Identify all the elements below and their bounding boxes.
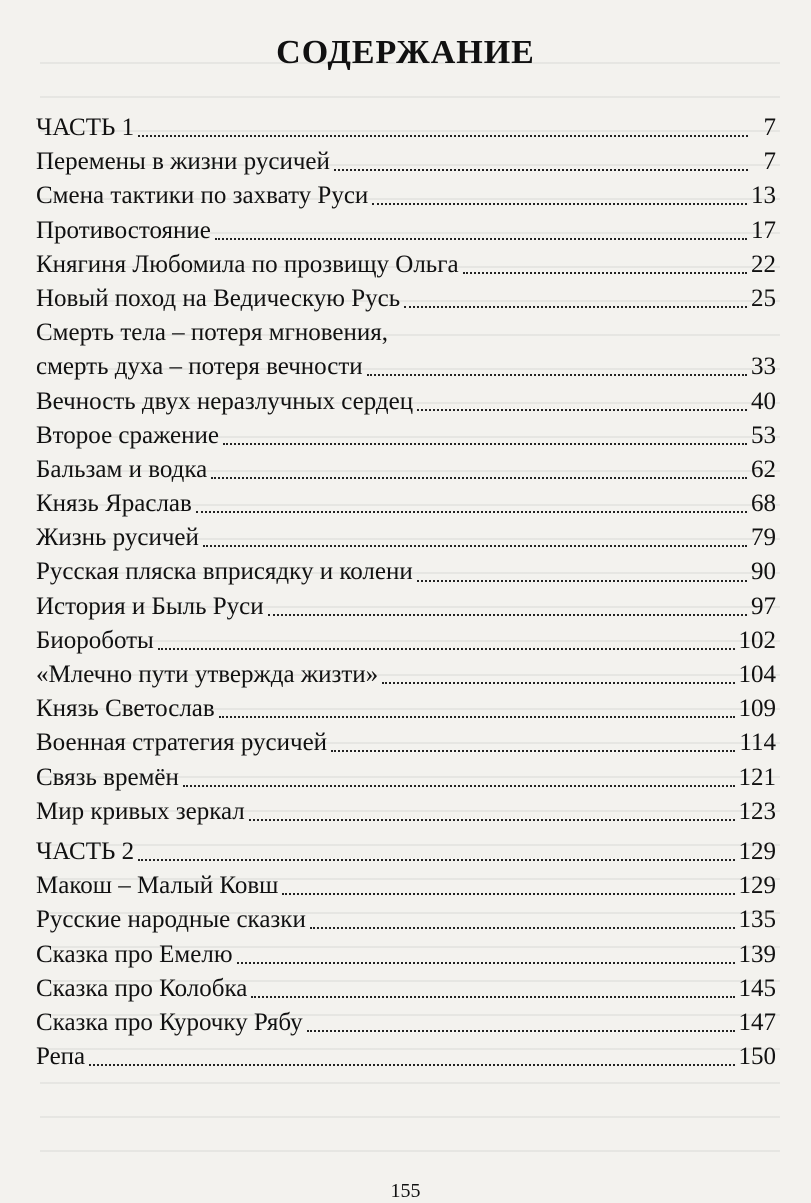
dot-leader xyxy=(203,545,747,547)
toc-entry xyxy=(36,761,776,795)
dot-leader xyxy=(282,893,734,895)
toc-entry xyxy=(36,145,776,179)
dot-leader xyxy=(331,750,735,752)
toc-entry-page: 139 xyxy=(738,940,776,968)
toc-entry xyxy=(36,1006,776,1040)
toc-entry-title: Противостояние xyxy=(36,216,211,244)
toc-entry xyxy=(36,869,776,903)
toc-entry-page: 129 xyxy=(738,872,776,900)
toc-entry-page: 121 xyxy=(738,763,776,791)
dot-leader xyxy=(251,996,734,998)
dot-leader xyxy=(196,511,747,513)
toc-entry-title: История и Быль Руси xyxy=(36,592,264,620)
toc-entry-page: 7 xyxy=(763,114,776,141)
toc-entry-title: смерть духа – потеря вечности xyxy=(36,353,363,381)
toc-entry xyxy=(36,835,776,869)
dot-leader xyxy=(463,272,747,274)
toc-entry xyxy=(36,453,776,487)
toc-entry-page: 17 xyxy=(751,216,776,244)
dot-leader xyxy=(138,135,748,137)
toc-entry-page: 129 xyxy=(738,837,776,865)
toc-entry xyxy=(36,385,776,419)
toc-entry xyxy=(36,248,776,282)
toc-entry xyxy=(36,692,776,726)
toc-entry xyxy=(36,419,776,453)
dot-leader xyxy=(223,443,747,445)
toc-entry-title: Русская пляска вприсядку и колени xyxy=(36,558,413,586)
toc-entry-title: Сказка про Емелю xyxy=(36,940,233,968)
page-number: 155 xyxy=(390,1180,421,1202)
dot-leader xyxy=(307,1030,735,1032)
toc-entry-title: ЧАСТЬ 2 xyxy=(36,837,135,865)
toc-entry-title: Второе сражение xyxy=(36,421,220,449)
toc-entry-page: 102 xyxy=(738,626,776,654)
toc-entry-page: 40 xyxy=(751,387,776,415)
toc-entry xyxy=(36,350,776,384)
toc-entry xyxy=(36,555,776,589)
toc-entry-page: 79 xyxy=(751,524,776,552)
dot-leader xyxy=(404,306,747,308)
toc-entry xyxy=(36,624,776,658)
dot-leader xyxy=(183,785,735,787)
dot-leader xyxy=(237,962,735,964)
toc-entry-title: Князь Светослав xyxy=(36,695,215,723)
toc-entry-title: Перемены в жизни русичей xyxy=(36,148,330,176)
toc-entry-title: Смена тактики по захвату Руси xyxy=(36,182,369,210)
toc-entry xyxy=(36,521,776,555)
table-of-contents xyxy=(36,111,776,1074)
toc-entry-title: ЧАСТЬ 1 xyxy=(36,114,135,141)
toc-entry-title: Смерть тела – потеря мгновения, xyxy=(36,319,388,347)
toc-entry-page: 114 xyxy=(739,729,776,757)
toc-entry-title: «Млечно пути утвержда жизти» xyxy=(36,661,379,688)
toc-entry-page: 145 xyxy=(738,974,776,1002)
dot-leader xyxy=(158,648,735,650)
toc-entry-title: Русские народные сказки xyxy=(36,906,306,934)
toc-entry-title: Репа xyxy=(36,1043,86,1071)
dot-leader xyxy=(219,716,735,718)
dot-leader xyxy=(334,169,748,171)
toc-entry-page: 62 xyxy=(751,455,776,483)
toc-entry xyxy=(36,658,776,692)
dot-leader xyxy=(417,409,747,411)
toc-entry-page: 68 xyxy=(751,490,776,518)
toc-entry-title: Вечность двух неразлучных сердец xyxy=(36,387,414,415)
toc-entry xyxy=(36,938,776,972)
dot-leader xyxy=(138,859,734,861)
toc-entry-page: 25 xyxy=(751,284,776,312)
toc-entry-page: 7 xyxy=(763,148,776,176)
toc-entry xyxy=(36,214,776,248)
toc-entry-page: 150 xyxy=(738,1043,776,1071)
toc-entry-title: Мир кривых зеркал xyxy=(36,797,245,825)
toc-entry-page: 104 xyxy=(738,661,776,688)
toc-entry-title: Княгиня Любомила по прозвищу Ольга xyxy=(36,250,459,278)
dot-leader xyxy=(215,238,747,240)
toc-entry xyxy=(36,590,776,624)
dot-leader xyxy=(417,580,747,582)
toc-entry xyxy=(36,111,776,145)
toc-entry xyxy=(36,795,776,829)
toc-entry-page: 123 xyxy=(738,797,776,825)
toc-entry-title: Новый поход на Ведическую Русь xyxy=(36,284,401,312)
toc-entry xyxy=(36,726,776,760)
toc-entry-title: Сказка про Курочку Рябу xyxy=(36,1008,303,1036)
toc-entry-page: 22 xyxy=(751,250,776,278)
toc-entry-page: 13 xyxy=(751,182,776,210)
dot-leader xyxy=(249,819,735,821)
toc-entry-page: 97 xyxy=(751,592,776,620)
toc-entry-title: Макош – Малый Ковш xyxy=(36,872,279,900)
toc-entry-title: Бальзам и водка xyxy=(36,455,208,483)
dot-leader xyxy=(367,374,747,376)
toc-entry-page: 147 xyxy=(738,1008,776,1036)
dot-leader xyxy=(268,614,747,616)
toc-entry xyxy=(36,972,776,1006)
toc-entry xyxy=(36,903,776,937)
dot-leader xyxy=(372,203,747,205)
toc-entry-page: 53 xyxy=(751,421,776,449)
dot-leader xyxy=(382,682,734,684)
toc-entry-title: Жизнь русичей xyxy=(36,524,199,552)
toc-entry xyxy=(36,487,776,521)
toc-entry-page: 33 xyxy=(751,353,776,381)
dot-leader xyxy=(211,477,747,479)
toc-entry xyxy=(36,179,776,213)
toc-entry-title: Князь Ярaслав xyxy=(36,490,192,518)
dot-leader xyxy=(89,1064,734,1066)
toc-entry-page: 90 xyxy=(751,558,776,586)
toc-entry-title: Биороботы xyxy=(36,626,154,654)
toc-entry xyxy=(36,1040,776,1074)
toc-entry-page: 109 xyxy=(738,695,776,723)
toc-entry-title: Сказка про Колобка xyxy=(36,974,248,1002)
toc-entry-title: Связь времён xyxy=(36,763,179,791)
page-title: СОДЕРЖАНИЕ xyxy=(276,34,535,71)
dot-leader xyxy=(310,927,735,929)
toc-entry-title: Военная стратегия русичей xyxy=(36,729,328,757)
toc-entry xyxy=(36,282,776,316)
toc-entry-page: 135 xyxy=(738,906,776,934)
toc-entry-first-line xyxy=(36,316,776,350)
